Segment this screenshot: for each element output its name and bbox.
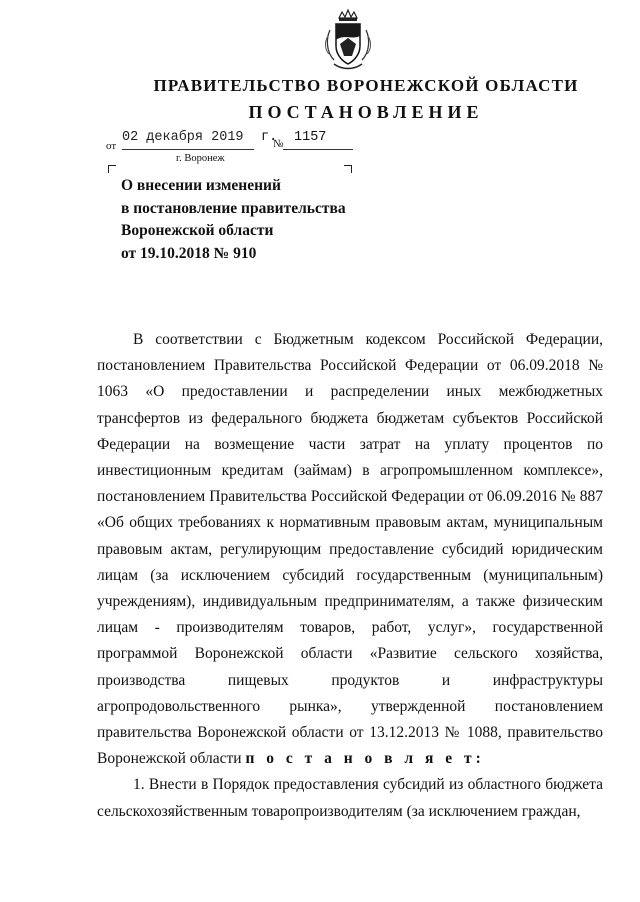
- coat-of-arms-emblem: [322, 8, 374, 72]
- document-body: [97, 327, 603, 825]
- organization-name: ПРАВИТЕЛЬСТВО ВОРОНЕЖСКОЙ ОБЛАСТИ: [153, 76, 579, 95]
- document-date: 02 декабря 2019: [122, 130, 244, 145]
- subject-line: в постановление правительства: [121, 199, 346, 217]
- subject-bracket-left: [108, 165, 116, 173]
- document-subject: [121, 175, 381, 265]
- number-underline: [283, 149, 353, 150]
- year-suffix: г.: [261, 130, 278, 145]
- subject-line: от 19.10.2018 № 910: [121, 244, 257, 262]
- number-label: №: [273, 138, 284, 150]
- preamble-text: В соответствии с Бюджетным кодексом Российской Федерации, постановлением Правительства Российской Федерации от 06.09.2018 № 1063 «О предоставлении и распределении иных межбюджетных трансфертов из федерального бюджета бюджетам субъектов Российской Федерации на возмещение части затрат на уплату процентов по инвестиционным кредитам (займам) в агропромышленном комплексе», постановлением Правительства Российской Федерации от 06.09.2016 № 887 «Об общих требованиях к нормативным правовым актам, муниципальным правовым актам, регулирующим предоставление субсидий юридическим лицам (за исключением субсидий государственным (муниципальным) учреждениям), индивидуальным предпринимателям, а также физическим лицам - производителям товаров, работ, услуг», государственной программой Воронежской области «Развитие сельского хозяйства, производства пищевых продуктов и инфраструктуры агропродовольственного рынка», утвержденной постановлением правительства Воронежской области от 13.12.2013 № 1088, правительство Воронежской области: [97, 331, 603, 768]
- document-type-title: ПОСТАНОВЛЕНИЕ: [248, 102, 484, 122]
- subject-line: О внесении изменений: [121, 177, 281, 194]
- city-label: г. Воронеж: [176, 153, 225, 164]
- from-label: от: [106, 140, 117, 152]
- preamble-paragraph: [97, 327, 603, 772]
- subject-bracket-right: [344, 165, 352, 173]
- clause-1-paragraph: 1. Внести в Порядок предоставления субсидий из областного бюджета сельскохозяйственным товаропроизводителям (за исключением граждан,: [97, 776, 603, 820]
- decree-word: п о с т а н о в л я е т:: [245, 750, 485, 768]
- date-underline: [122, 149, 254, 150]
- subject-line: Воронежской области: [121, 222, 274, 239]
- document-number: 1157: [294, 130, 327, 145]
